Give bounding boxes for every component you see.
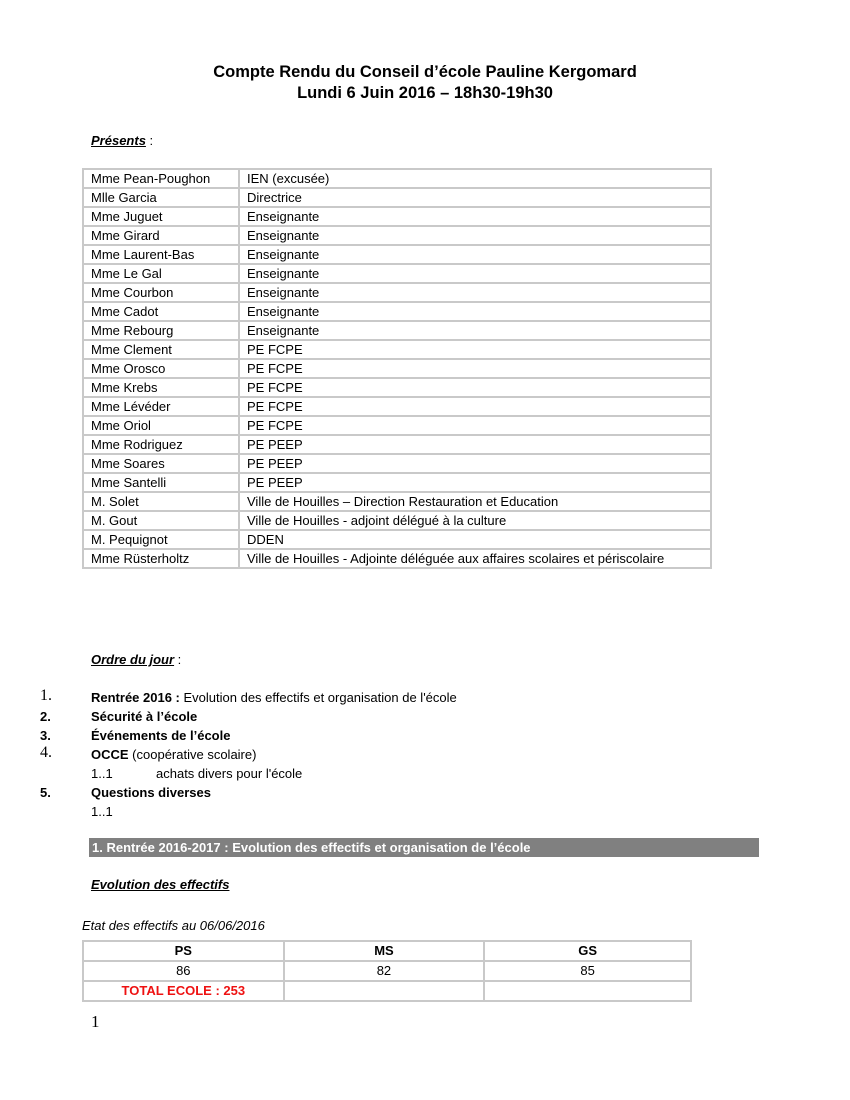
agenda-item-number: 3.	[40, 728, 51, 743]
attendee-role: Enseignante	[239, 207, 711, 226]
attendee-row	[83, 226, 711, 245]
attendee-row	[83, 169, 711, 188]
attendee-role: PE FCPE	[239, 340, 711, 359]
attendee-name: Mme Soares	[83, 454, 239, 473]
agenda-item-number: 1.	[40, 687, 52, 704]
attendee-name: Mme Rüsterholtz	[83, 549, 239, 568]
attendee-row	[83, 435, 711, 454]
attendee-name: Mme Rebourg	[83, 321, 239, 340]
attendee-role: Directrice	[239, 188, 711, 207]
attendee-name: Mme Courbon	[83, 283, 239, 302]
attendee-role: IEN (excusée)	[239, 169, 711, 188]
agenda-item-rest: Evolution des effectifs et organisation de l'école	[179, 690, 457, 705]
agenda-subitem-number: 1..1	[91, 766, 113, 781]
attendee-row	[83, 473, 711, 492]
attendee-name: Mme Cadot	[83, 302, 239, 321]
agenda-item-bold: Sécurité à l’école	[91, 709, 198, 724]
attendee-row	[83, 264, 711, 283]
attendee-name: M. Pequignot	[83, 530, 239, 549]
attendee-role: Enseignante	[239, 321, 711, 340]
presents-heading	[91, 132, 153, 150]
effectifs-total-row	[83, 981, 691, 1001]
agenda-subitem-number: 1..1	[91, 804, 113, 819]
attendee-name: Mme Krebs	[83, 378, 239, 397]
attendee-role: Enseignante	[239, 245, 711, 264]
agenda-item-text	[91, 726, 230, 745]
attendee-name: Mme Pean-Poughon	[83, 169, 239, 188]
attendee-name: M. Gout	[83, 511, 239, 530]
effectifs-header-cell: PS	[83, 941, 284, 961]
attendee-name: Mme Laurent-Bas	[83, 245, 239, 264]
agenda-item-number: 4.	[40, 744, 52, 761]
attendee-name: Mme Rodriguez	[83, 435, 239, 454]
attendee-row	[83, 549, 711, 568]
attendee-row	[83, 454, 711, 473]
attendee-row	[83, 492, 711, 511]
attendee-role: PE PEEP	[239, 435, 711, 454]
agenda-item-text	[91, 707, 197, 726]
attendee-row	[83, 245, 711, 264]
attendees-table	[82, 168, 712, 569]
attendee-name: Mme Juguet	[83, 207, 239, 226]
attendee-name: Mme Clement	[83, 340, 239, 359]
agenda-item-number: 5.	[40, 785, 51, 800]
agenda-item-text	[91, 745, 256, 764]
agenda-subitem-text: achats divers pour l'école	[156, 766, 303, 781]
agenda-item-number: 2.	[40, 709, 51, 724]
attendee-row	[83, 321, 711, 340]
document-subtitle: Lundi 6 Juin 2016 – 18h30-19h30	[297, 84, 553, 102]
presents-label: Présents	[91, 133, 146, 148]
agenda-item-bold: Rentrée 2016 :	[91, 690, 180, 705]
effectifs-value-cell: 86	[83, 961, 284, 981]
agenda-label: Ordre du jour	[91, 652, 175, 667]
effectifs-caption: Etat des effectifs au 06/06/2016	[82, 918, 265, 933]
presents-colon: :	[145, 133, 154, 148]
agenda-item-bold: Événements de l’école	[91, 728, 231, 743]
document-title: Compte Rendu du Conseil d’école Pauline Kergomard	[213, 63, 637, 81]
attendee-role: PE FCPE	[239, 378, 711, 397]
effectifs-table	[82, 940, 692, 1002]
agenda-item-text	[91, 783, 211, 802]
effectifs-header-cell: MS	[284, 941, 485, 961]
attendee-row	[83, 511, 711, 530]
agenda-item-bold: OCCE	[91, 747, 129, 762]
agenda-item-text	[91, 688, 457, 707]
attendee-role: PE PEEP	[239, 473, 711, 492]
agenda-item-bold: Questions diverses	[91, 785, 211, 800]
attendee-name: Mme Le Gal	[83, 264, 239, 283]
effectifs-value-cell: 85	[484, 961, 691, 981]
agenda-item-rest: (coopérative scolaire)	[128, 747, 257, 762]
attendee-name: Mme Orosco	[83, 359, 239, 378]
attendee-row	[83, 340, 711, 359]
attendee-role: Enseignante	[239, 226, 711, 245]
attendee-row	[83, 302, 711, 321]
attendee-role: PE FCPE	[239, 397, 711, 416]
attendee-role: PE PEEP	[239, 454, 711, 473]
attendee-role: DDEN	[239, 530, 711, 549]
attendees-table-body	[83, 169, 711, 568]
attendee-row	[83, 188, 711, 207]
attendee-role: Enseignante	[239, 302, 711, 321]
page-number: 1	[91, 1012, 100, 1031]
attendee-role: PE FCPE	[239, 359, 711, 378]
attendee-name: Mme Santelli	[83, 473, 239, 492]
attendee-role: Ville de Houilles - Adjointe déléguée aux affaires scolaires et périscolaire	[239, 549, 711, 568]
effectifs-total-cell: TOTAL ECOLE : 253	[83, 981, 284, 1001]
section-heading-bar: 1. Rentrée 2016-2017 : Evolution des effectifs et organisation de l’école	[89, 838, 759, 857]
agenda-heading	[91, 651, 181, 669]
effectifs-empty-cell	[284, 981, 485, 1001]
attendee-row	[83, 359, 711, 378]
effectifs-empty-cell	[484, 981, 691, 1001]
attendee-row	[83, 207, 711, 226]
attendee-row	[83, 378, 711, 397]
attendee-name: Mme Girard	[83, 226, 239, 245]
attendee-row	[83, 283, 711, 302]
attendee-row	[83, 530, 711, 549]
attendee-name: M. Solet	[83, 492, 239, 511]
attendee-name: Mme Oriol	[83, 416, 239, 435]
attendee-role: Enseignante	[239, 283, 711, 302]
effectifs-values-row	[83, 961, 691, 981]
agenda-colon: :	[174, 652, 182, 667]
attendee-row	[83, 397, 711, 416]
effectifs-subheading: Evolution des effectifs	[91, 877, 230, 892]
effectifs-header-cell: GS	[484, 941, 691, 961]
attendee-role: Ville de Houilles - adjoint délégué à la culture	[239, 511, 711, 530]
attendee-name: Mme Lévéder	[83, 397, 239, 416]
effectifs-header-row	[83, 941, 691, 961]
effectifs-value-cell: 82	[284, 961, 485, 981]
attendee-role: Ville de Houilles – Direction Restauration et Education	[239, 492, 711, 511]
attendee-row	[83, 416, 711, 435]
attendee-name: Mlle Garcia	[83, 188, 239, 207]
attendee-role: PE FCPE	[239, 416, 711, 435]
attendee-role: Enseignante	[239, 264, 711, 283]
